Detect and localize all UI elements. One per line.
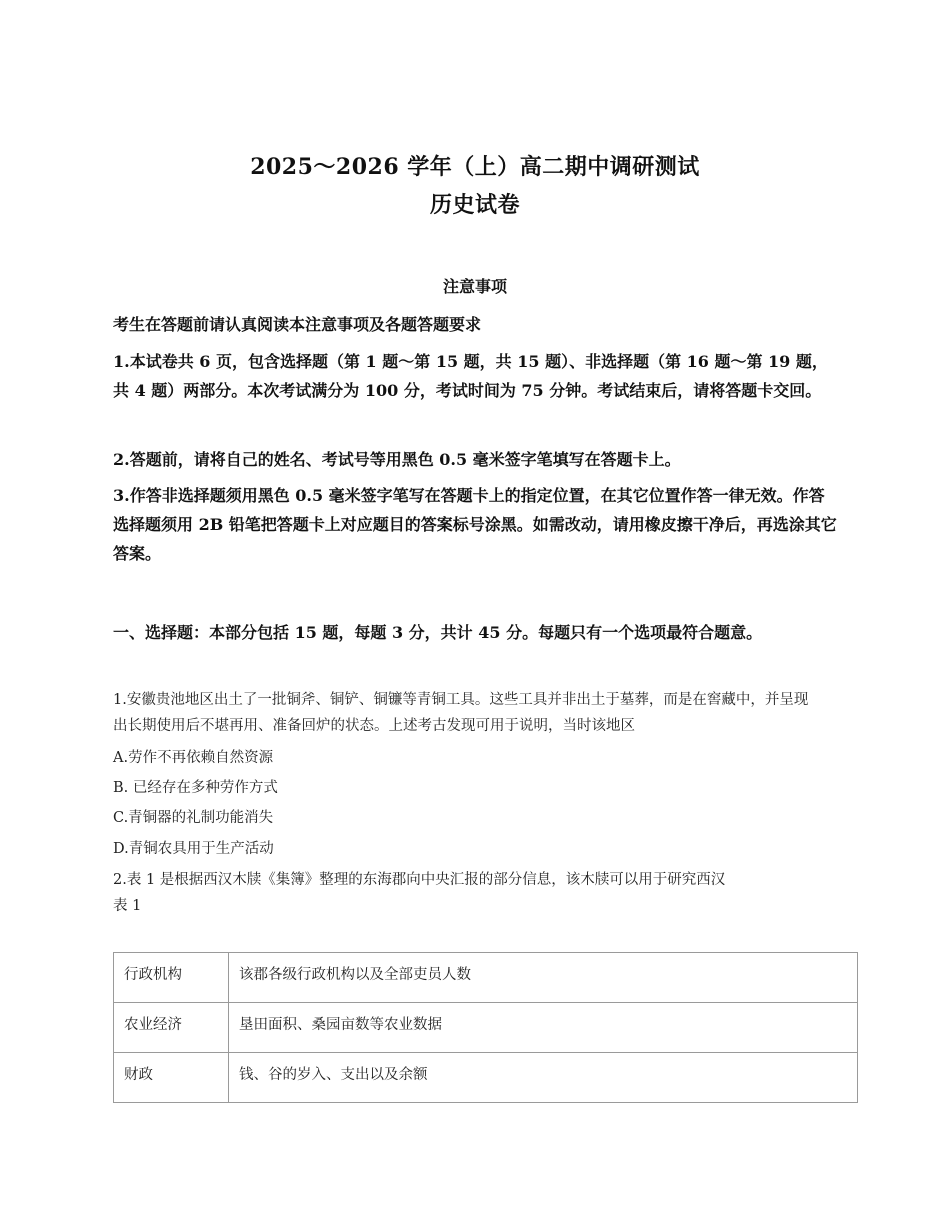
question-2-stem: 2.表 1 是根据西汉木牍《集簿》整理的东海郡向中央汇报的部分信息，该木牍可以用于研究西汉 [113, 872, 726, 888]
notice-intro: 考生在答题前请认真阅读本注意事项及各题答题要求 [113, 315, 482, 334]
table-cell: 农业经济 [114, 1003, 229, 1053]
exam-title: 2025～2026 学年（上）高二期中调研测试 [250, 154, 700, 180]
question-1-option-a: A.劳作不再依赖自然资源 [113, 750, 274, 766]
table-row [114, 953, 858, 1003]
table-row [114, 1053, 858, 1103]
table-caption: 表 1 [113, 898, 142, 914]
notice-item-1: 1.本试卷共 6 页，包含选择题（第 1 题～第 15 题，共 15 题）、非选择题（第 16 题～第 19 题，共 4 题）两部分。本次考试满分为 100 分，考试时间为 75 分钟。考试结束后，请将答题卡交回。 [113, 352, 828, 400]
table-cell: 财政 [114, 1053, 229, 1103]
table-row [114, 1003, 858, 1053]
question-1-option-b: B. 已经存在多种劳作方式 [113, 780, 278, 796]
table-cell: 钱、谷的岁入、支出以及余额 [229, 1053, 858, 1103]
notice-heading: 注意事项 [442, 277, 507, 296]
subject-title: 历史试卷 [429, 192, 520, 218]
question-1-option-c: C.青铜器的礼制功能消失 [113, 810, 274, 826]
question-1-option-d: D.青铜农具用于生产活动 [113, 841, 274, 857]
section-heading: 一、选择题：本部分包括 15 题，每题 3 分，共计 45 分。每题只有一个选项最符合题意。 [113, 623, 763, 642]
table-cell: 该郡各级行政机构以及全部吏员人数 [229, 953, 858, 1003]
info-table [113, 952, 858, 1103]
question-1-stem: 1.安徽贵池地区出土了一批铜斧、铜铲、铜镰等青铜工具。这些工具并非出土于墓葬，而是在窖藏中，并呈现出长期使用后不堪再用、准备回炉的状态。上述考古发现可用于说明，当时该地区 [113, 692, 809, 734]
notice-item-3: 3.作答非选择题须用黑色 0.5 毫米签字笔写在答题卡上的指定位置，在其它位置作答一律无效。作答选择题须用 2B 铅笔把答题卡上对应题目的答案标号涂黑。如需改动，请用橡皮擦干净后，再选涂其它答案。 [113, 486, 837, 563]
notice-item-2: 2.答题前，请将自己的姓名、考试号等用黑色 0.5 毫米签字笔填写在答题卡上。 [113, 450, 681, 469]
table-cell: 垦田面积、桑园亩数等农业数据 [229, 1003, 858, 1053]
table-cell: 行政机构 [114, 953, 229, 1003]
